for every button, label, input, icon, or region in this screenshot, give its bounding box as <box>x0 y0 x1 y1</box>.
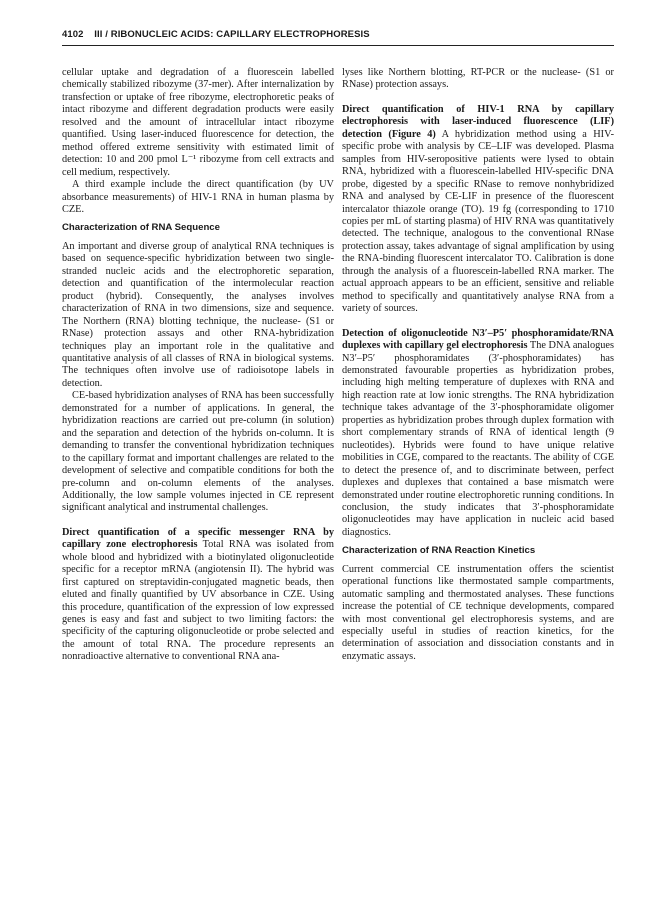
paragraph: An important and diverse group of analytical RNA techniques is based on sequence-specific hybridization between two single-stranded nucleic acids and the electrophoretic separation, detection and quantification of the intermolecular reaction product (hybrid). Consequently, the analyses involves characterization of RNA in two dimensions, size and sequence. The Northern (RNA) blotting technique, the nuclease- (S1 or RNase) protection assays and other RNA-hybridization techniques play an important role in the qualitative and quantitative analysis of all classes of RNA in biological systems. The techniques often involve use of radioisotope labels in detection. <box>62 240 334 389</box>
paragraph-lead: Direct quantification of HIV-1 RNA by capillary electrophoresis with laser-induced fluorescence (LIF) detection (Figure 4) <box>342 103 614 140</box>
paragraph-body: The DNA analogues N3′–P5′ phosphoramidates (3′-phosphoramidates) has demonstrated favourable properties as hybridization probes, including high melting temperature of duplexes with RNA and high reaction rate at low ionic strengths. The RNA hybridization technique takes advantage of the 3′-phosphoramidate oligomer properties as hybridization probes through duplex formation with short complementary strands of RNA of identical length (9 nucleotides). Hybrids were found to have unique relative mobilities in CGE, compared to the reactants. The ability of CGE to detect the presence of, and to discriminate between, perfect duplexes and duplexes that contained a base mismatch were demonstrated under routine electrophoretic running conditions. In conclusion, the study indicates that 3′-phosphoramidate oligonucleotides may have application in nucleic acid based diagnostics. <box>342 340 614 538</box>
paragraph-body: A hybridization method using a HIV-specific probe with analysis by CE–LIF was developed. Plasma samples from HIV-seropositive patients were lysed to obtain RNA, hybridized with a fluorescein-labelled HIV-specific DNA probe, digested by a specific RNase to remove nonhybridized RNA and analysed by CE-LIF in presence of the fluorescent intercalator thiazole orange (TO). 19 fg (corresponding to 1710 copies per mL of starting plasma) of HIV RNA was quantitatively detected. The technique, analogous to the conventional RNase protection assay, takes advantage of signal amplification by using the RNA-binding fluorescent intercalator TO. Calibration is done through the analysis of a fluorescein-labelled RNA marker. The actual approach appears to be an efficient, sensitive and reliable method to specifically and quantitatively analyse RNA from a variety of sources. <box>342 128 614 315</box>
paragraph: A third example include the direct quantification (by UV absorbance measurements) of HIV-1 RNA in human plasma by CZE. <box>62 179 334 215</box>
right-column <box>342 67 614 663</box>
paragraph-lead: Detection of oligonucleotide N3′–P5′ phosphoramidate/RNA duplexes with capillary gel electrophoresis <box>342 327 614 352</box>
section-heading: Characterization of RNA Sequence <box>62 222 220 234</box>
section-heading: Characterization of RNA Reaction Kinetics <box>342 545 536 557</box>
header-rule <box>62 45 614 46</box>
paragraph <box>342 104 614 316</box>
paragraph-body: Total RNA was isolated from whole blood and hybridized with a biotinylated oligonucleotide specific for a receptor mRNA (angiotensin II). The hybrid was first captured on streptavidin-conjugated magnetic beads, then eluted and finally quantified by UV absorbance in CZE. Using this procedure, quantification of the expression of low expressed genes is easy and fast and subject to two limiting factors: the specificity of the capturing oligonucleotide or probe selected and the amount of total RNA. The procedure represents an nonradioactive alternative to conventional RNA ana- <box>62 539 334 663</box>
paragraph <box>342 328 614 540</box>
paragraph: CE-based hybridization analyses of RNA has been successfully demonstrated for a number of applications. In general, the hybridization reactions are carried out pre-column (in solution) and the separation and detection of the hybrids on-column. It is demanding to transfer the conventional hybridization techniques to the capillary format and important challenges are related to the development of selective and compatible conditions for both the pre-column and on-column elements of the analyses. Additionally, the low sample volumes injected in CE represent significant analytical and instrumental challenges. <box>62 390 334 514</box>
paragraph <box>62 527 334 664</box>
page-number: 4102 <box>62 29 84 40</box>
paragraph: cellular uptake and degradation of a fluorescein labelled chemically stabilized ribozyme (37-mer). After internalization by transfection or uptake of free ribozyme, electrophoretic peaks of intact ribozyme and different degradation products were easily resolved and the amount of intracellular intact ribozyme quantified. Using laser-induced fluorescence for detection, the method offered extreme sensitivity with estimated limit of detection: 10 and 200 pmol L⁻¹ ribozyme from cell extracts and cell medium, respectively. <box>62 67 334 178</box>
left-column <box>62 67 334 664</box>
running-title: III / RIBONUCLEIC ACIDS: CAPILLARY ELECTROPHORESIS <box>94 29 370 40</box>
running-header <box>62 29 614 43</box>
paragraph: lyses like Northern blotting, RT-PCR or the nuclease- (S1 or RNase) protection assays. <box>342 67 614 91</box>
paragraph: Current commercial CE instrumentation offers the scientist operational functions like thermostated sample compartments, automatic sampling and thermostated analyses. These functions increase the potential of CE technique developments, compared with most conventional gel electrophoresis systems, and are especially useful in studies of reaction kinetics, for the determination of association and dissociation constants and in enzymatic assays. <box>342 563 614 662</box>
paragraph-lead: Direct quantification of a specific messenger RNA by capillary zone electrophoresis <box>62 526 334 551</box>
